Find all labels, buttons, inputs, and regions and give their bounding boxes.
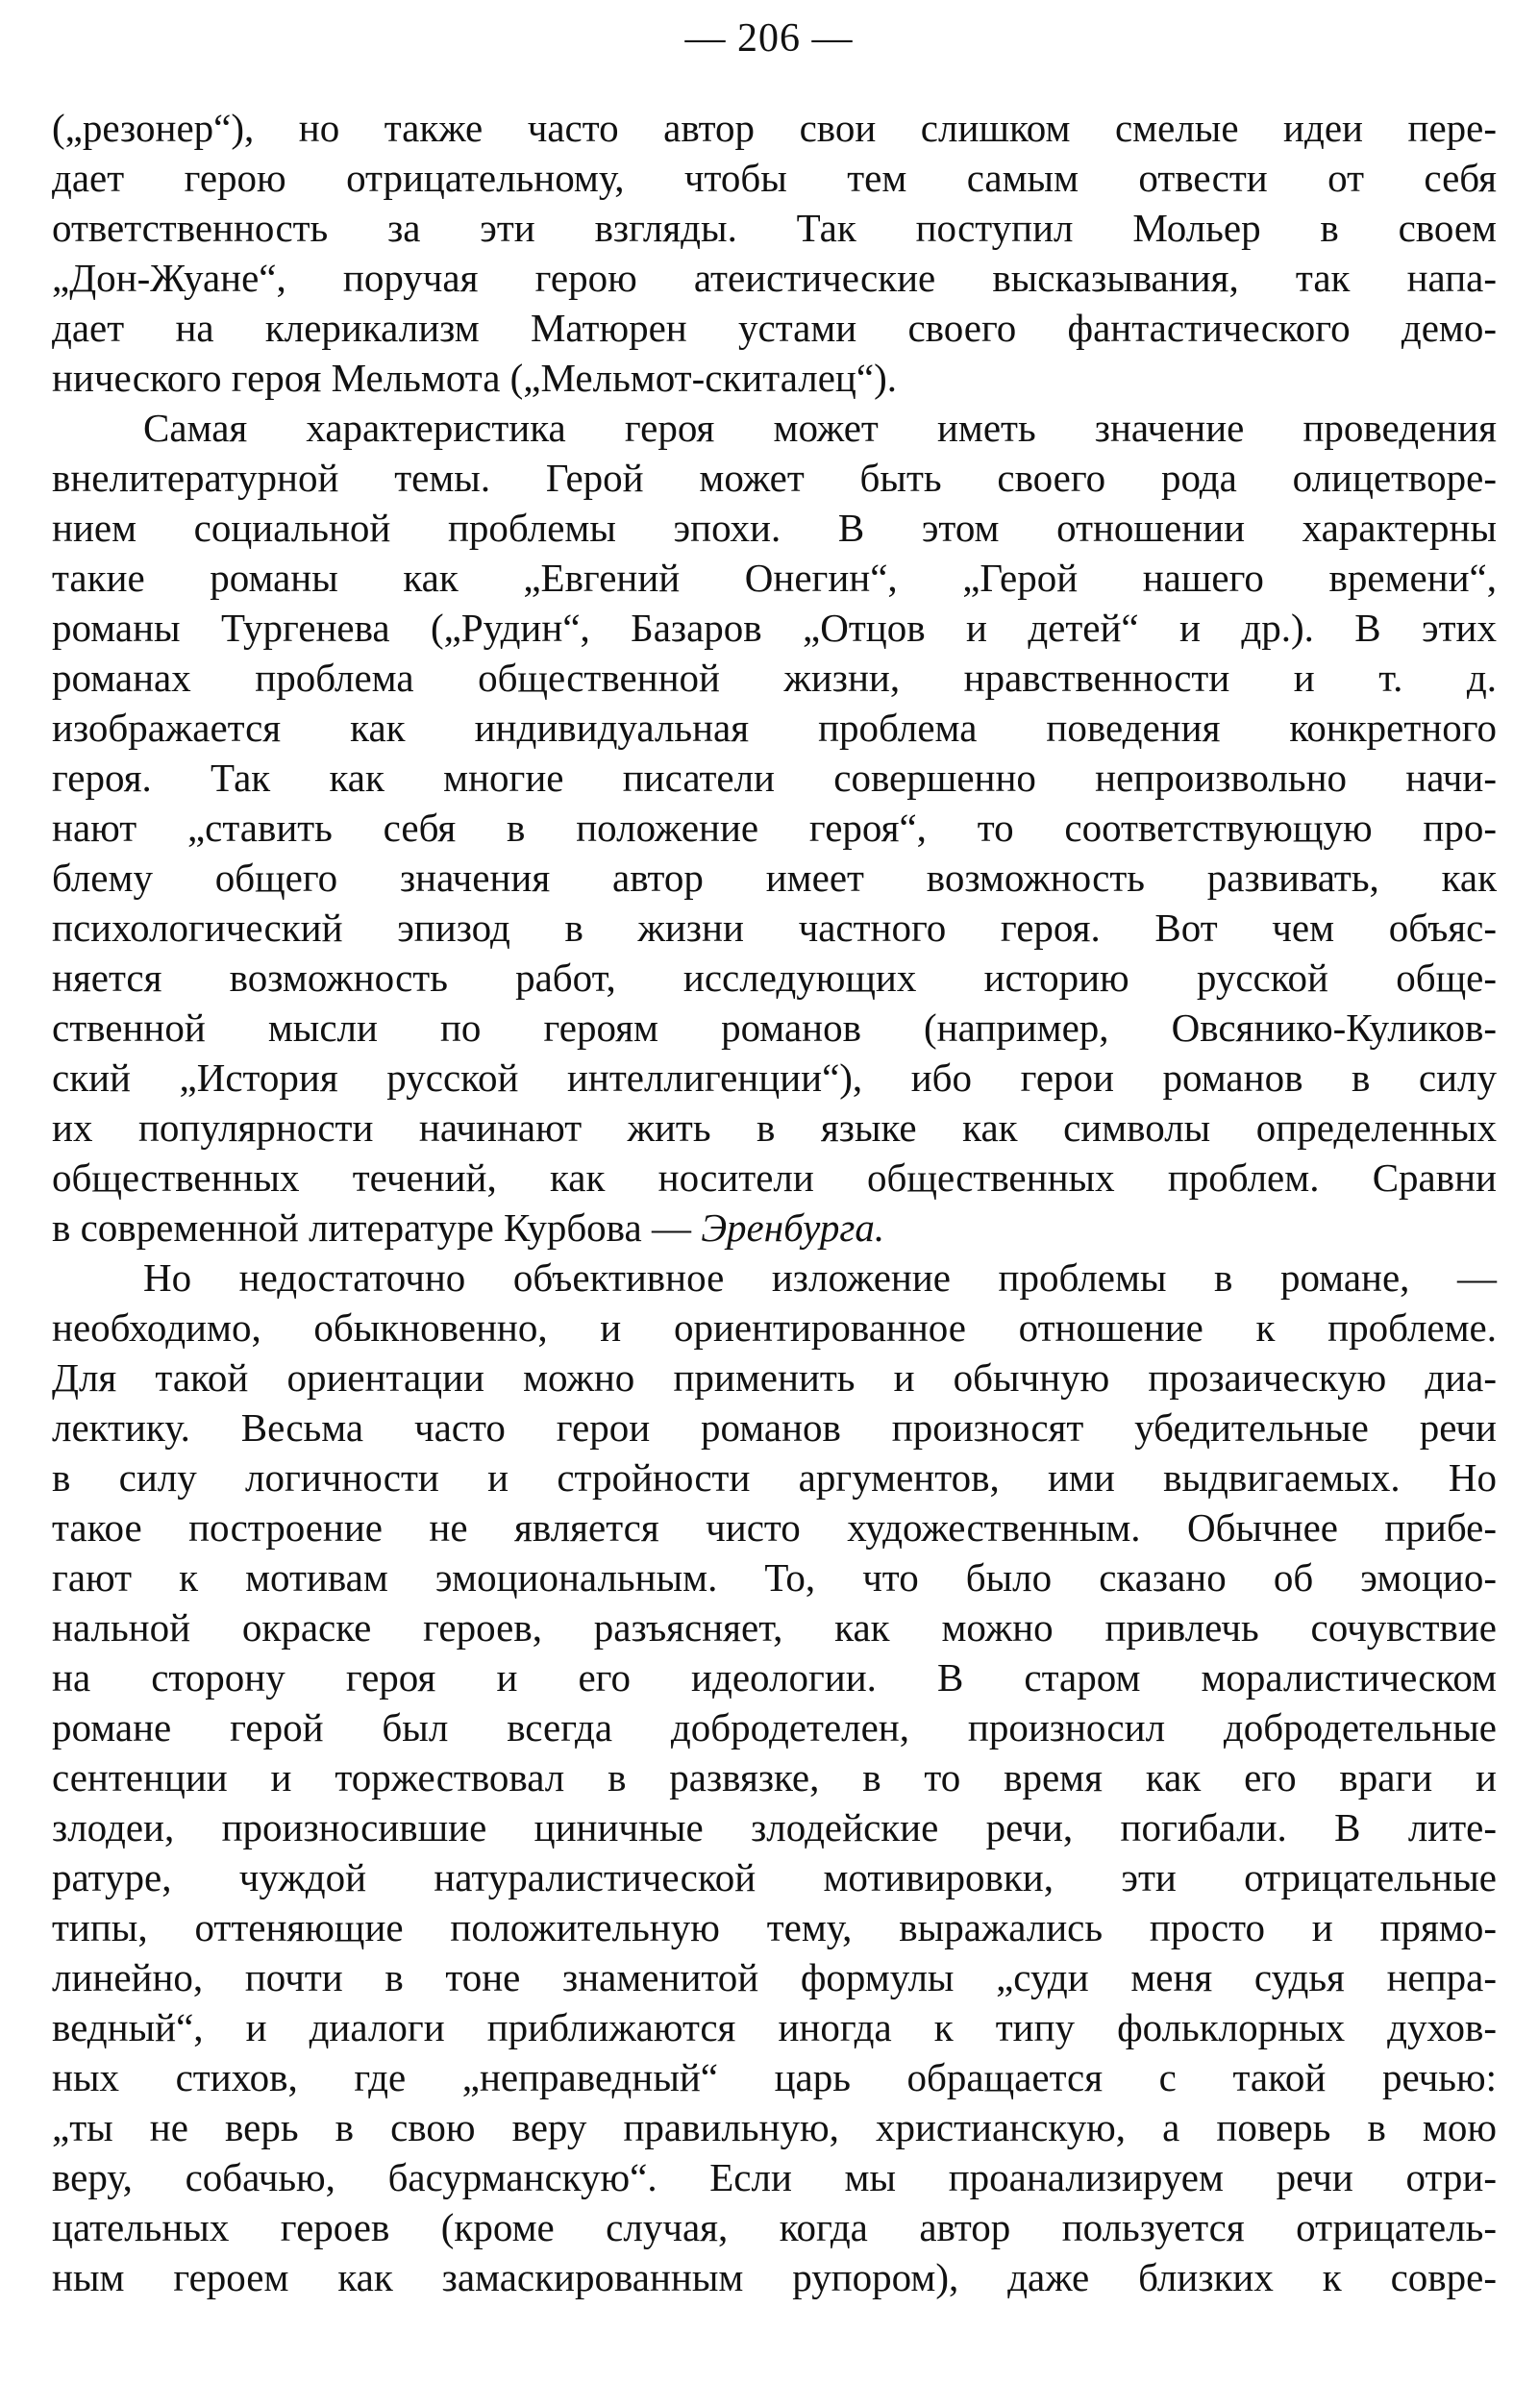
text-line: Но недостаточно объективное изложение проблемы в романе, — (143, 1255, 1497, 1300)
text-line: Самая характеристика героя может иметь значение проведения (143, 406, 1497, 450)
text-line: ведный“, и диалоги приближаются иногда к типу фольклорных духов- (52, 2005, 1497, 2049)
text-line: в силу логичности и стройности аргументов, ими выдвигаемых. Но (52, 1455, 1497, 1500)
text-line: „Дон-Жуане“, поручая герою атеистические высказывания, так напа- (52, 256, 1497, 300)
text-line: линейно, почти в тоне знаменитой формулы „суди меня судья непра- (52, 1955, 1497, 1999)
text-line: такие романы как „Евгений Онегин“, „Герой нашего времени“, (52, 556, 1497, 600)
text-run: в современной литературе Курбова — (52, 1205, 702, 1250)
text-line: ным героем как замаскированным рупором), даже близких к совре- (52, 2255, 1497, 2299)
text-line (52, 1203, 1497, 1253)
text-line: нического героя Мельмота („Мельмот-скиталец“). (52, 356, 897, 400)
text-line: нают „ставить себя в положение героя“, то соответствующую про- (52, 806, 1497, 850)
text-line: Для такой ориентации можно применить и обычную прозаическую диа- (52, 1355, 1497, 1400)
text-line: изображается как индивидуальная проблема поведения конкретного (52, 706, 1497, 750)
text-line: „ты не верь в свою веру правильную, христианскую, а поверь в мою (52, 2105, 1497, 2149)
text-line: романы Тургенева („Рудин“, Базаров „Отцов и детей“ и др.). В этих (52, 606, 1497, 650)
text-line: дает герою отрицательному, чтобы тем самым отвести от себя (52, 156, 1497, 200)
text-line: дает на клерикализм Матюрен устами своего фантастического демо- (52, 306, 1497, 350)
text-line: общественных течений, как носители общественных проблем. Сравни (52, 1155, 1497, 1200)
text-line: такое построение не является чисто художественным. Обычнее прибе- (52, 1505, 1497, 1550)
text-line: няется возможность работ, исследующих историю русской обще- (52, 956, 1497, 1000)
text-line: блему общего значения автор имеет возможность развивать, как (52, 856, 1497, 900)
text-line: гают к мотивам эмоциональным. То, что было сказано об эмоцио- (52, 1555, 1497, 1600)
paragraph-1 (52, 103, 1497, 403)
text-line: веру, собачью, басурманскую“. Если мы проанализируем речи отри- (52, 2155, 1497, 2199)
text-line: их популярности начинают жить в языке как символы определенных (52, 1105, 1497, 1150)
text-line: цательных героев (кроме случая, когда автор пользуется отрицатель- (52, 2205, 1497, 2249)
text-line: злодеи, произносившие циничные злодейские речи, погибали. В лите- (52, 1805, 1497, 1849)
italic-author-name: Эренбурга. (701, 1205, 885, 1250)
text-line: сентенции и торжествовал в развязке, в то время как его враги и (52, 1755, 1497, 1800)
text-line: типы, оттеняющие положительную тему, выражались просто и прямо- (52, 1905, 1497, 1949)
text-line: героя. Так как многие писатели совершенно непроизвольно начи- (52, 756, 1497, 800)
text-line: ответственность за эти взгляды. Так поступил Мольер в своем (52, 206, 1497, 250)
paragraph-2 (52, 403, 1497, 1253)
text-line: нием социальной проблемы эпохи. В этом отношении характерны (52, 506, 1497, 550)
body-text (52, 103, 1497, 2302)
text-line: романе герой был всегда добродетелен, произносил добродетельные (52, 1705, 1497, 1750)
text-line: романах проблема общественной жизни, нравственности и т. д. (52, 656, 1497, 700)
text-line: ственной мысли по героям романов (например, Овсянико-Куликов- (52, 1005, 1497, 1050)
text-line: ных стихов, где „неправедный“ царь обращается с такой речью: (52, 2055, 1497, 2099)
text-line: на сторону героя и его идеологии. В старом моралистическом (52, 1655, 1497, 1700)
page-number: — 206 — (684, 16, 854, 61)
text-line: нальной окраске героев, разъясняет, как можно привлечь сочувствие (52, 1605, 1497, 1650)
text-line: ратуре, чуждой натуралистической мотивировки, эти отрицательные (52, 1855, 1497, 1899)
text-line: („резонер“), но также часто автор свои слишком смелые идеи пере- (52, 106, 1497, 150)
paragraph-3 (52, 1253, 1497, 2302)
text-line: лектику. Весьма часто герои романов произносят убедительные речи (52, 1405, 1497, 1450)
text-line: внелитературной темы. Герой может быть своего рода олицетворе- (52, 456, 1497, 500)
text-line: ский „История русской интеллигенции“), ибо герои романов в силу (52, 1055, 1497, 1100)
text-line: психологический эпизод в жизни частного героя. Вот чем объяс- (52, 906, 1497, 950)
text-line: необходимо, обыкновенно, и ориентированное отношение к проблеме. (52, 1305, 1497, 1350)
